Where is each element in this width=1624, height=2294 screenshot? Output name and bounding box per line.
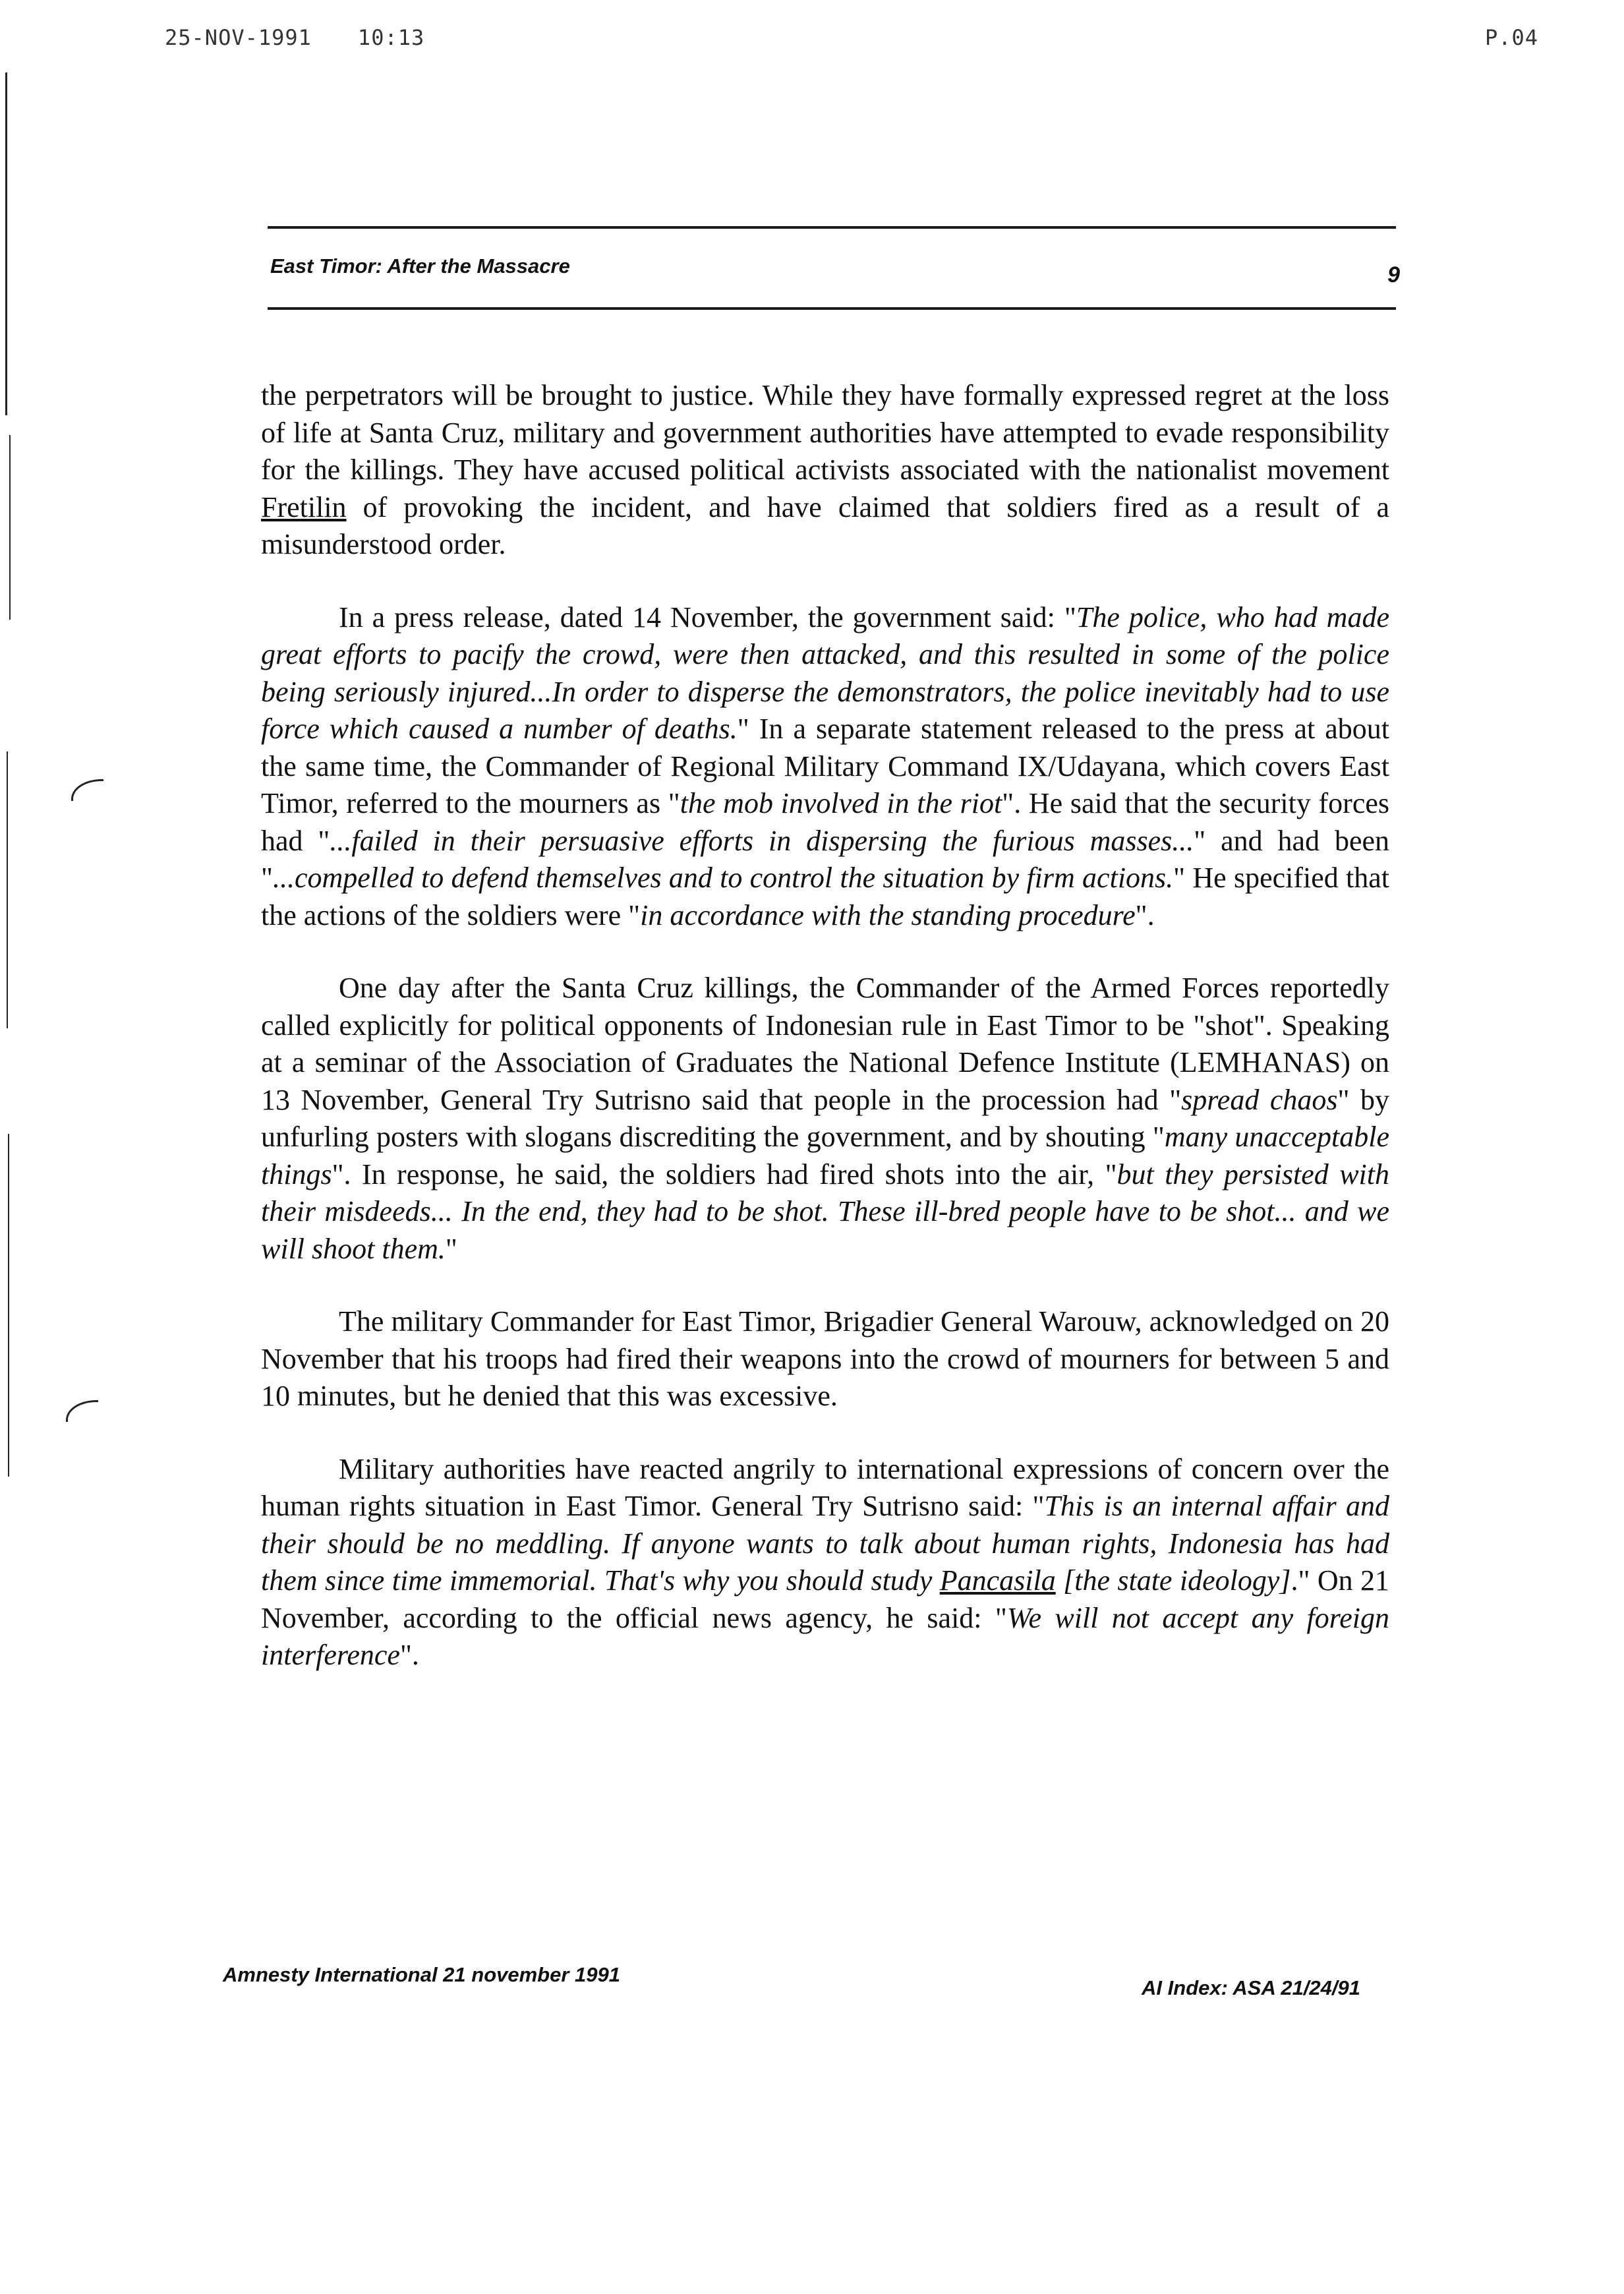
text-run: " and had been " (261, 824, 1390, 894)
quoted-text: ...failed in their persuasive efforts in dispersing the furious masses... (330, 824, 1194, 857)
fax-page-number: P.04 (1484, 25, 1538, 50)
text-run: ". In response, he said, the soldiers had fired shots into the air, " (332, 1158, 1117, 1191)
quoted-text: ...compelled to defend themselves and to control the situation by firm actions. (272, 862, 1174, 894)
paragraph (261, 970, 1389, 1268)
running-head-title: East Timor: After the Massacre (270, 254, 570, 278)
paragraph (261, 1451, 1389, 1674)
scan-margin-mark (7, 751, 8, 1028)
quoted-text: We will not accept any foreign interference (261, 1601, 1390, 1671)
text-run: ". (1135, 898, 1155, 931)
footer-publisher-date: Amnesty International 21 november 1991 (223, 1963, 621, 1986)
quoted-text: spread chaos (1181, 1083, 1338, 1116)
paragraph (261, 1303, 1389, 1415)
quoted-text: Pancasila (939, 1564, 1056, 1597)
fax-date: 25-NOV-1991 (165, 25, 312, 50)
text-run: ". (399, 1639, 419, 1671)
quoted-text: but they persisted with their misdeeds... In the end, they had to be shot. These ill-bred people have to be shot... and we will shoot them. (261, 1158, 1389, 1265)
text-run: " In a separate statement released to the press at about the same time, the Commander of Regional Military Command IX/Udayana, which covers East Timor, referred to the mourners as " (261, 713, 1389, 819)
paragraph (261, 599, 1389, 935)
text-run: the perpetrators will be brought to justice. While they have formally expressed regret at the loss of life at Santa Cruz, military and government authorities have attempted to evade responsibility for the killings. They have accused political activists associated with the nationalist movement (261, 379, 1389, 486)
text-run: Fretilin (261, 490, 347, 523)
quoted-text: This is an internal affair and their should be no meddling. If anyone wants to talk about human rights, Indonesia has had them since time immemorial. That's why you should study (261, 1490, 1389, 1597)
quoted-text: in accordance with the standing procedure (640, 898, 1136, 931)
text-run: One day after the Santa Cruz killings, the Commander of the Armed Forces reportedly called explicitly for political opponents of Indonesian rule in East Timor to be "shot". Speaking at a seminar of the Association of Graduates the National Defence Institute (LEMHANAS) on 13 November, General Try Sutrisno said that people in the procession had " (261, 972, 1389, 1116)
quoted-text: the mob involved in the riot (680, 787, 1002, 819)
header-rule-bottom (268, 307, 1396, 310)
footer-ai-index: AI Index: ASA 21/24/91 (1142, 1976, 1360, 1999)
document-body (261, 377, 1389, 1710)
text-run: ". He said that the security forces had " (261, 787, 1389, 857)
text-run: " by unfurling posters with slogans discrediting the government, and by shouting " (261, 1083, 1389, 1153)
running-head-page-number: 9 (1387, 262, 1400, 287)
paragraph (261, 377, 1389, 564)
text-run: " He specified that the actions of the soldiers were " (261, 862, 1390, 931)
text-run: The military Commander for East Timor, Brigadier General Warouw, acknowledged on 20 November that his troops had fired their weapons into the crowd of mourners for between 5 and 10 minutes, but he denied that this was excessive. (261, 1305, 1389, 1412)
text-run: In a press release, dated 14 November, the government said: " (339, 601, 1076, 633)
fax-time: 10:13 (357, 25, 425, 50)
scan-margin-mark (9, 435, 11, 620)
text-run: " (445, 1232, 457, 1265)
quoted-text: many unacceptable things (261, 1121, 1389, 1191)
text-run: ." On 21 November, according to the official news agency, he said: " (261, 1564, 1389, 1634)
fax-header-datetime (165, 25, 471, 50)
quoted-text: [the state ideology] (1055, 1564, 1291, 1597)
scan-margin-mark (5, 73, 7, 415)
scan-bracket-mark (71, 779, 103, 801)
text-run: of provoking the incident, and have claimed that soldiers fired as a result of a misunderstood order. (261, 490, 1389, 560)
scan-bracket-mark (66, 1400, 98, 1422)
text-run: Military authorities have reacted angrily to international expressions of concern over the human rights situation in East Timor. General Try Sutrisno said: " (261, 1452, 1389, 1522)
quoted-text: The police, who had made great efforts to pacify the crowd, were then attacked, and this resulted in some of the police being seriously injured...In order to disperse the demonstrators, the police inevitably had to use force which caused a number of deaths. (261, 601, 1389, 745)
header-rule-top (268, 226, 1396, 229)
scan-margin-mark (8, 1134, 9, 1477)
